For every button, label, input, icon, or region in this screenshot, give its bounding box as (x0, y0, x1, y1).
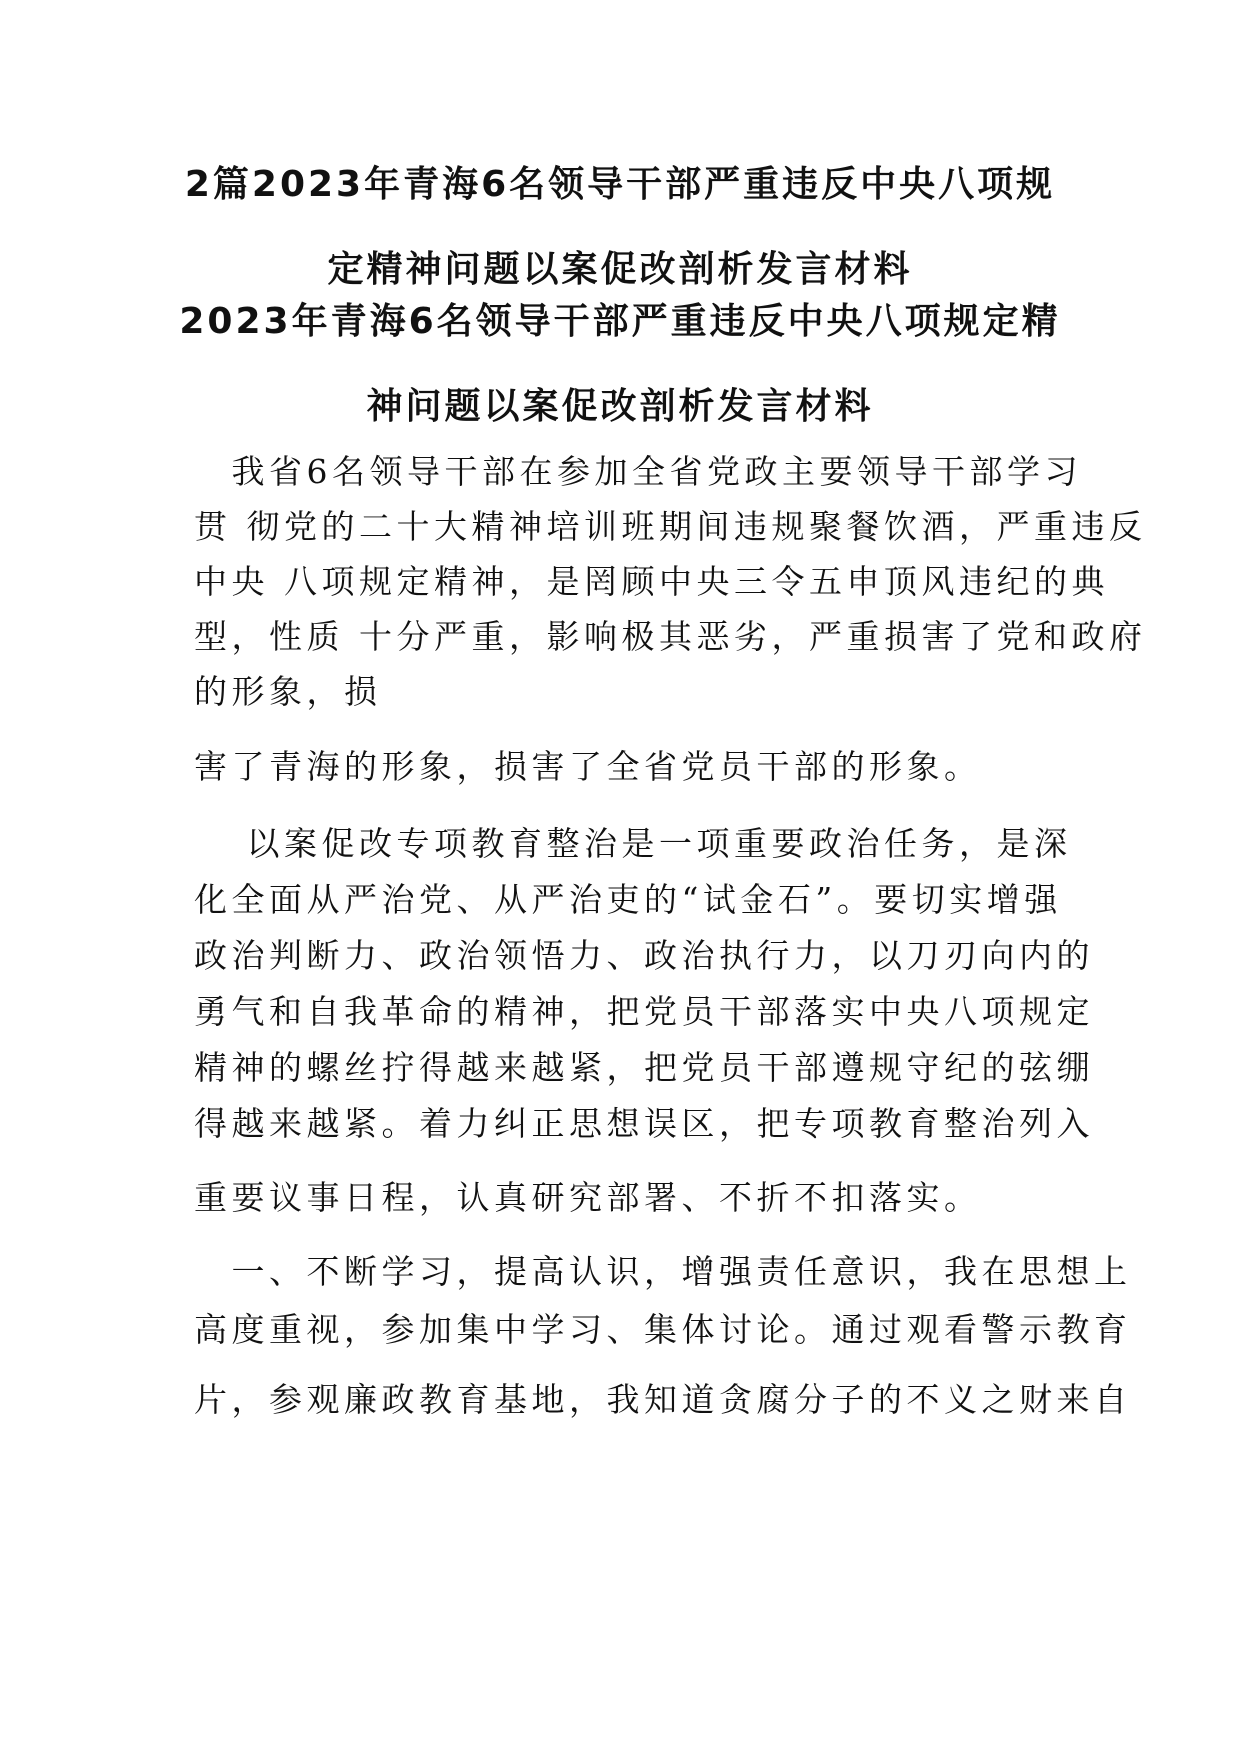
title-line-4: 神问题以案促改剖析发言材料 (366, 386, 874, 427)
body-line: 片，参观廉政教育基地，我知道贪腐分子的不义之财来自 (194, 1380, 1132, 1419)
body-line: 勇气和自我革命的精神，把党员干部落实中央八项规定 (194, 992, 1094, 1031)
body-line: 以案促改专项教育整治是一项重要政治任务，是深 (194, 824, 1072, 863)
body-line: 得越来越紧。着力纠正思想误区，把专项教育整治列入 (194, 1104, 1094, 1143)
body-line: 害了青海的形象，损害了全省党员干部的形象。 (194, 747, 982, 786)
body-line: 政治判断力、政治领悟力、政治执行力，以刀刃向内的 (194, 936, 1094, 975)
body-line: 化全面从严治党、从严治吏的“试金石”。要切实增强 (194, 880, 1062, 919)
body-line: 型，性质 十分严重，影响极其恶劣，严重损害了党和政府 (194, 617, 1147, 656)
title-line-2: 定精神问题以案促改剖析发言材料 (327, 249, 913, 290)
body-line: 的形象，损 (194, 672, 382, 711)
body-line: 重要议事日程，认真研究部署、不折不扣落实。 (194, 1178, 982, 1217)
body-line: 中央 八项规定精神，是罔顾中央三令五申顶风违纪的典 (194, 562, 1109, 601)
body-line: 高度重视，参加集中学习、集体讨论。通过观看警示教育 (194, 1310, 1132, 1349)
title-line-3: 2023年青海6名领导干部严重违反中央八项规定精 (179, 301, 1061, 342)
body-line: 我省6名领导干部在参加全省党政主要领导干部学习 (194, 452, 1082, 491)
body-line: 精神的螺丝拧得越来越紧，把党员干部遵规守纪的弦绷 (194, 1048, 1094, 1087)
title-line-1: 2篇2023年青海6名领导干部严重违反中央八项规 (184, 164, 1056, 205)
body-line: 一、不断学习，提高认识，增强责任意识，我在思想上 (194, 1252, 1132, 1291)
body-line: 贯 彻党的二十大精神培训班期间违规聚餐饮酒，严重违反 (194, 507, 1147, 546)
